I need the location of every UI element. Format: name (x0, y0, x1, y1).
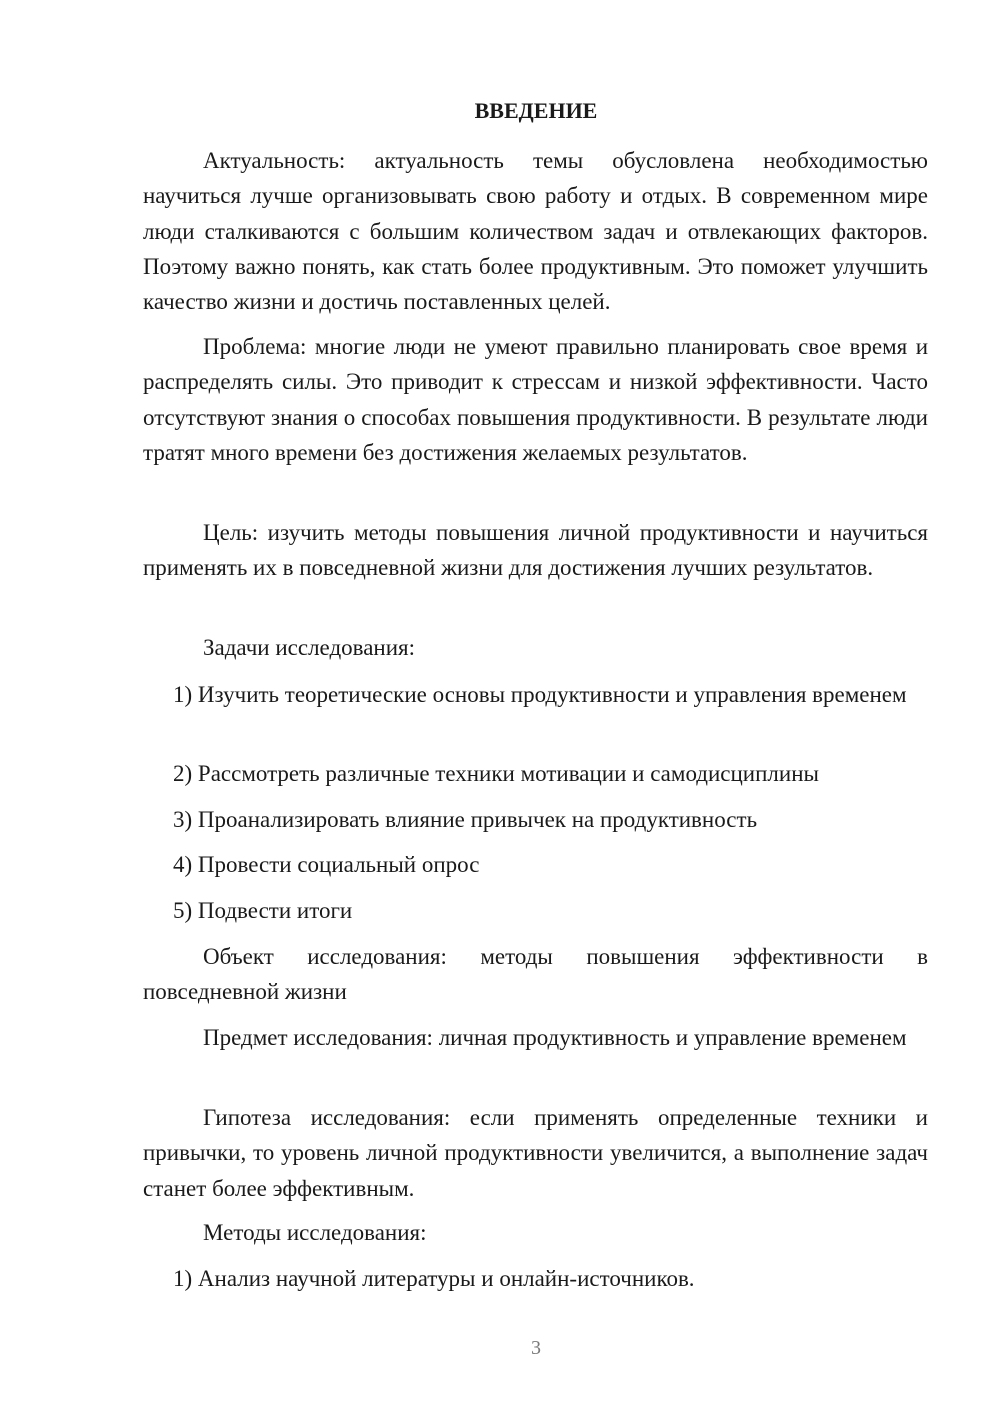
subject-paragraph: Предмет исследования: личная продуктивность и управление временем (203, 1025, 907, 1050)
hypothesis-paragraph: Гипотеза исследования: если применять определенные техники и привычки, то уровень личной продуктивности увеличится, а выполнение задач станет более эффективным. (143, 1105, 928, 1201)
task-item: 5) Подвести итоги (173, 898, 353, 923)
relevance-paragraph: Актуальность: актуальность темы обусловлена необходимостью научиться лучше организовывать свою работу и отдых. В современном мире люди сталкиваются с большим количеством задач и отвлекающих факторов. Поэтому важно понять, как стать более продуктивным. Это поможет улучшить качество жизни и достичь поставленных целей. (143, 148, 928, 315)
page-number: 3 (531, 1337, 541, 1359)
method-item: 1) Анализ научной литературы и онлайн-источников. (173, 1266, 695, 1291)
section-title: ВВЕДЕНИЕ (474, 98, 598, 123)
methods-heading: Методы исследования: (203, 1220, 427, 1245)
problem-paragraph: Проблема: многие люди не умеют правильно планировать свое время и распределять силы. Это приводит к стрессам и низкой эффективности. Часто отсутствуют знания о способах повышения продуктивности. В результате люди тратят много времени без достижения желаемых результатов. (143, 334, 928, 465)
task-item: 1) Изучить теоретические основы продуктивности и управления временем (173, 682, 907, 707)
object-paragraph: Объект исследования: методы повышения эффективности в повседневной жизни (143, 944, 928, 1005)
tasks-heading: Задачи исследования: (203, 635, 416, 660)
task-item: 4) Провести социальный опрос (173, 852, 480, 877)
task-item: 2) Рассмотреть различные техники мотивации и самодисциплины (173, 761, 819, 786)
goal-paragraph: Цель: изучить методы повышения личной продуктивности и научиться применять их в повседневной жизни для достижения лучших результатов. (143, 520, 928, 581)
task-item: 3) Проанализировать влияние привычек на продуктивность (173, 807, 758, 832)
